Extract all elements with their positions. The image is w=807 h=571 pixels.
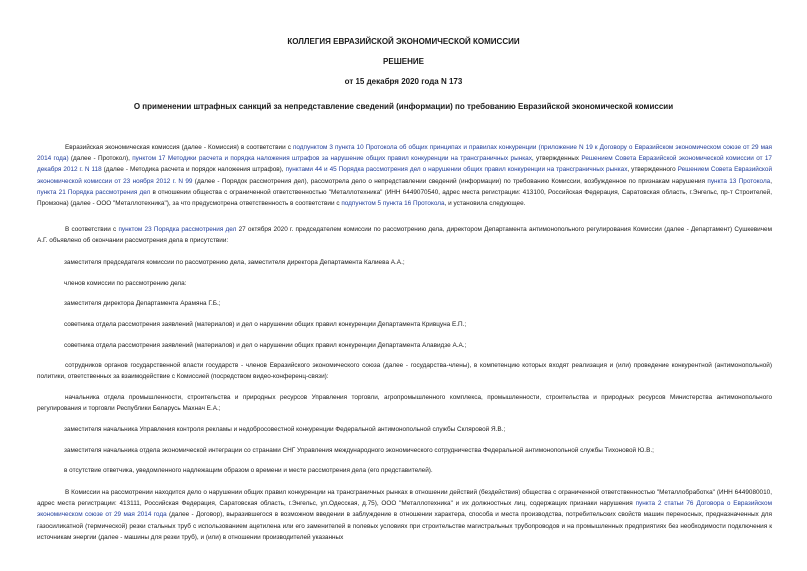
paragraph-case [37,487,772,543]
attendee-item: членов комиссии по рассмотрению дела: [64,280,187,287]
text: , и установила следующее. [444,200,526,208]
link-procedure-44-45[interactable]: пунктами 44 и 45 Порядка рассмотрения дел о нарушении общих правил конкуренции на трансграничных рынках [285,166,628,174]
text: в отношении общества с ограниченной ответственностью "Металлотехника" (ИНН 6449070540, адрес места регистрации: 413100, Российская Федерация, Саратовская область, г.Энгельс, пр-т Строителей, Промзона) (далее - ООО "Металлотехника"), за что предусмотрена ответственность в соответствии с [37,188,773,208]
link-decision-118[interactable]: Решением Совета Евразийской экономической комиссии от 17 декабря 2012 г. N 118 [37,155,772,174]
text: (далее - Порядок рассмотрения дел), рассмотрела дело о непредставлении сведений (информации) по требованию Комиссии, возбужденное по признакам нарушения [192,177,708,185]
text: В соответствии с [65,226,119,233]
link-protocol-10-3[interactable]: подпунктом 3 пункта 10 Протокола об общих принципах и правилах конкуренции (приложение N 19 к Договору о Евразийском экономическом союзе от 29 мая 2014 года) [37,144,772,163]
link-methodology-17[interactable]: пунктом 17 Методики расчета и порядка наложения штрафов за нарушение общих правил конкуренции на трансграничных рынках [132,155,532,163]
attendee-item: заместителя начальника отдела экономической интеграции со странами СНГ Управления международного экономического сотрудничества Федеральной антимонопольной службы Тихоновой Ю.В.; [64,447,654,454]
text: Евразийская экономическая комиссия (далее - Комиссия) в соответствии с [65,144,293,151]
text: , утвержденных [531,155,582,163]
attendee-item [37,360,772,382]
text: 27 октября 2020 г. председателем комиссии по рассмотрению дела, директором Департамента антимонопольного регулирования Комиссии (далее - Департамент) Сушкевичем А.Г. объявлено об окончании рассмотрения дела в присутствии: [37,226,772,245]
document-title: О применении штрафных санкций за непредставление сведений (информации) по требованию Евразийской экономической комиссии [133,102,674,111]
attendee-item: в отсутствие ответчика, уведомленного надлежащим образом о времени и месте рассмотрения дела (его представителей). [64,467,433,474]
attendee-item: советника отдела рассмотрения заявлений (материалов) и дел о нарушении общих правил конкуренции Департамента Алавидзе А.А.; [64,342,467,349]
text: , утвержденного [627,166,678,174]
text: , [770,177,773,185]
attendee-item: заместителя начальника Управления контроля рекламы и недобросовестной конкуренции Федеральной антимонопольной службы Скляровой Я.В.; [64,426,506,433]
text: (далее - Договор), выразившегося в возможном введении в заблуждение в отношении характера, способа и места производства, потребительских свойств машин переносных, предназначенных для газосиликатной (термической) резки стальных труб с использованием ацетилена или его заменителей в полевых условиях при строительстве магистральных трубопроводов и на промышленных предприятиях без необходимости подключения к источникам энергии (далее - машины для резки труб), и (или) в отношении производителей указанных [37,511,772,541]
text: (далее - Методика расчета и порядок наложения штрафов), [101,166,286,174]
text: В Комиссии на рассмотрении находится дело о нарушении общих правил конкуренции на трансграничных рынках в отношении действий (бездействия) общества с ограниченной ответственностью "Металлобработка" (ИНН 6449080010, адрес места регистрации: 413111, Российская Федерация, Саратовская область, г.Энгельс, ул.Одесская, д.75), ООО "Металлотехника" и их должностных лиц, содержащих признаки нарушения [37,489,772,508]
document-type: РЕШЕНИЕ [383,57,424,66]
link-treaty-76-2[interactable]: пункта 2 статьи 76 Договора о Евразийском экономическом союзе от 29 мая 2014 года [37,500,772,519]
attendee-item: советника отдела рассмотрения заявлений (материалов) и дел о нарушении общих правил конкуренции Департамента Кривцуна Е.П.; [64,321,467,328]
document-date-number: от 15 декабря 2020 года N 173 [344,77,463,86]
attendee-item: заместителя директора Департамента Арамяна Г.Б.; [64,300,221,307]
paragraph-preamble [37,142,772,209]
link-protocol-13[interactable]: пункта 13 Протокола [707,177,771,185]
link-procedure-21[interactable]: пункта 21 Порядка рассмотрения дел [37,188,151,196]
attendee-item: заместителя председателя комиссии по рассмотрению дела, заместителя директора Департамента Калиева А.А.; [64,259,405,266]
attendee-text: сотрудников органов государственной власти государств - членов Евразийского экономического союза (далее - государства-члены), в компетенцию которых входят реализация и (или) проведение конкурентной (антимонопольной) политики, ответственных за взаимодействие с Комиссией (посредством видео-конференц-связи): [37,362,772,381]
org-name: КОЛЛЕГИЯ ЕВРАЗИЙСКОЙ ЭКОНОМИЧЕСКОЙ КОМИССИИ [287,37,520,46]
attendee-item [37,392,772,414]
link-protocol-16-5[interactable]: подпунктом 5 пункта 16 Протокола [341,200,445,208]
paragraph-hearing [37,224,772,246]
attendee-text: начальника отдела промышленности, строительства и природных ресурсов Управления торговли, агропромышленного комплекса, промышленности, строительства и природных ресурсов Министерства антимонопольного регулирования и торговли Республики Беларусь Махнач Е.А.; [37,394,772,413]
text: (далее - Протокол), [68,155,133,163]
link-decision-99[interactable]: Решением Совета Евразийской экономической комиссии от 23 ноября 2012 г. N 99 [37,166,773,185]
link-procedure-23[interactable]: пунктом 23 Порядка рассмотрения дел [118,226,237,233]
